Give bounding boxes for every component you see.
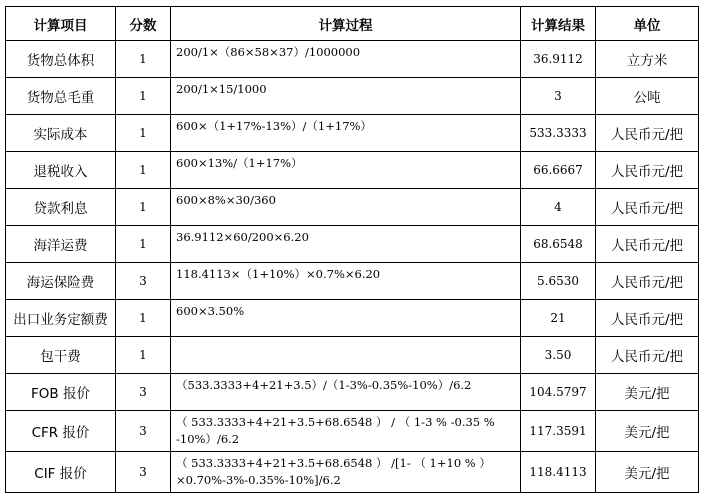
cell-result: 533.3333 xyxy=(521,115,596,152)
cell-unit: 人民币元/把 xyxy=(596,152,699,189)
cell-unit: 人民币元/把 xyxy=(596,337,699,374)
cell-item: 贷款利息 xyxy=(6,189,116,226)
cell-process: 600×13%/（1+17%） xyxy=(171,152,521,189)
cell-unit: 人民币元/把 xyxy=(596,263,699,300)
header-score: 分数 xyxy=(116,7,171,41)
cell-result: 68.6548 xyxy=(521,226,596,263)
cell-result: 3 xyxy=(521,78,596,115)
cell-process: 118.4113×（1+10%）×0.7%×6.20 xyxy=(171,263,521,300)
cell-item: 退税收入 xyxy=(6,152,116,189)
table-row xyxy=(6,411,699,452)
cell-score: 1 xyxy=(116,189,171,226)
table-row xyxy=(6,263,699,300)
cell-unit: 美元/把 xyxy=(596,374,699,411)
cell-result: 36.9112 xyxy=(521,41,596,78)
cell-unit: 人民币元/把 xyxy=(596,189,699,226)
cell-item: CFR 报价 xyxy=(6,411,116,452)
cell-score: 1 xyxy=(116,152,171,189)
cell-result: 118.4113 xyxy=(521,452,596,493)
cell-score: 1 xyxy=(116,226,171,263)
cell-unit: 人民币元/把 xyxy=(596,226,699,263)
cell-process: 200/1×15/1000 xyxy=(171,78,521,115)
cell-unit: 立方米 xyxy=(596,41,699,78)
cell-item: CIF 报价 xyxy=(6,452,116,493)
cell-process: 600×8%×30/360 xyxy=(171,189,521,226)
cell-result: 4 xyxy=(521,189,596,226)
cell-score: 3 xyxy=(116,374,171,411)
cell-score: 3 xyxy=(116,452,171,493)
cell-unit: 公吨 xyxy=(596,78,699,115)
cell-score: 1 xyxy=(116,78,171,115)
cell-item: 实际成本 xyxy=(6,115,116,152)
header-unit: 单位 xyxy=(596,7,699,41)
table-row xyxy=(6,337,699,374)
cell-process: 36.9112×60/200×6.20 xyxy=(171,226,521,263)
table-row xyxy=(6,189,699,226)
cell-score: 3 xyxy=(116,263,171,300)
cell-process: （ 533.3333+4+21+3.5+68.6548 ） / （ 1-3 % -0.35 % -10%）/6.2 xyxy=(171,411,521,452)
cell-item: 出口业务定额费 xyxy=(6,300,116,337)
cell-result: 21 xyxy=(521,300,596,337)
cell-result: 66.6667 xyxy=(521,152,596,189)
table-row xyxy=(6,300,699,337)
table-row xyxy=(6,78,699,115)
header-process: 计算过程 xyxy=(171,7,521,41)
cell-unit: 美元/把 xyxy=(596,411,699,452)
cell-score: 1 xyxy=(116,300,171,337)
cell-score: 1 xyxy=(116,41,171,78)
cell-result: 117.3591 xyxy=(521,411,596,452)
table-row xyxy=(6,115,699,152)
cell-process: （533.3333+4+21+3.5）/（1-3%-0.35%-10%）/6.2 xyxy=(171,374,521,411)
cell-item: 货物总体积 xyxy=(6,41,116,78)
table-row xyxy=(6,374,699,411)
cell-process xyxy=(171,337,521,374)
table-row xyxy=(6,152,699,189)
cell-item: 海运保险费 xyxy=(6,263,116,300)
cell-item: 包干费 xyxy=(6,337,116,374)
cell-score: 1 xyxy=(116,337,171,374)
cell-result: 5.6530 xyxy=(521,263,596,300)
table-row xyxy=(6,41,699,78)
cell-item: 海洋运费 xyxy=(6,226,116,263)
cell-process: （ 533.3333+4+21+3.5+68.6548 ） /[1- （ 1+10 % ） ×0.70%-3%-0.35%-10%]/6.2 xyxy=(171,452,521,493)
cell-score: 3 xyxy=(116,411,171,452)
header-row xyxy=(6,7,699,41)
cell-unit: 美元/把 xyxy=(596,452,699,493)
cell-item: FOB 报价 xyxy=(6,374,116,411)
calculation-table xyxy=(5,6,699,493)
cell-result: 3.50 xyxy=(521,337,596,374)
cell-process: 600×3.50% xyxy=(171,300,521,337)
cell-process: 200/1×（86×58×37）/1000000 xyxy=(171,41,521,78)
cell-result: 104.5797 xyxy=(521,374,596,411)
header-result: 计算结果 xyxy=(521,7,596,41)
cell-unit: 人民币元/把 xyxy=(596,300,699,337)
table-row xyxy=(6,226,699,263)
table-row xyxy=(6,452,699,493)
cell-unit: 人民币元/把 xyxy=(596,115,699,152)
cell-process: 600×（1+17%-13%）/（1+17%） xyxy=(171,115,521,152)
header-item: 计算项目 xyxy=(6,7,116,41)
cell-item: 货物总毛重 xyxy=(6,78,116,115)
cell-score: 1 xyxy=(116,115,171,152)
